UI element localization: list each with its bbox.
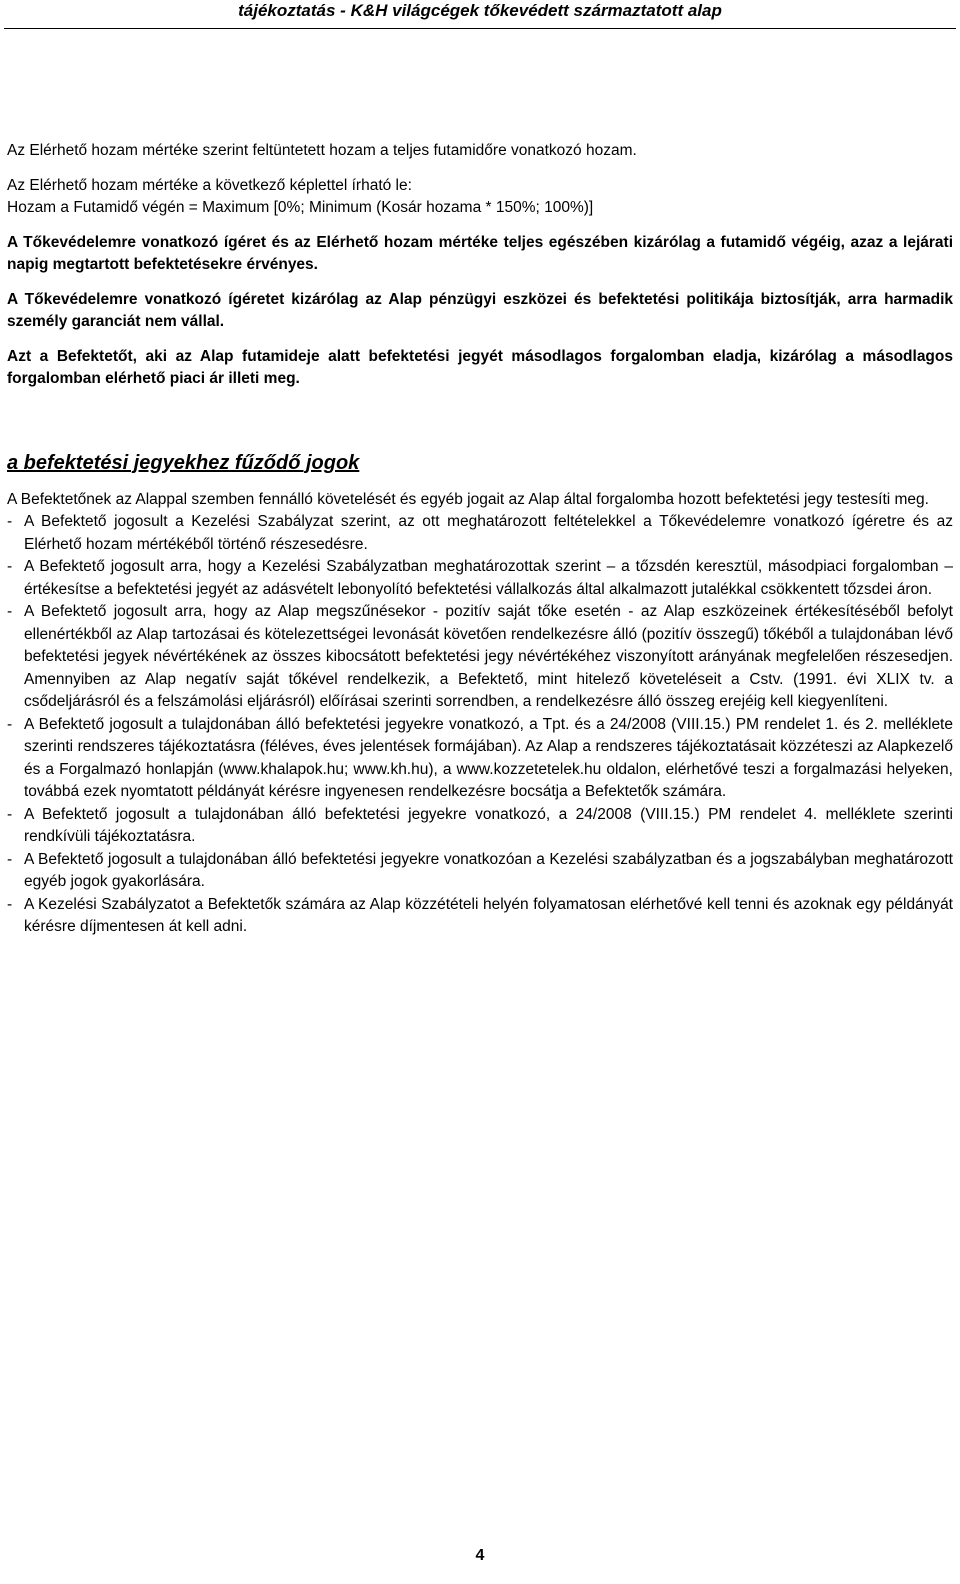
bold-paragraph: Azt a Befektetőt, aki az Alap futamideje alatt befektetési jegyét másodlagos forgalomban eladja, kizárólag a másodlagos forgalomban elérhető piaci ár illeti meg.	[7, 347, 953, 387]
list-dash: -	[7, 603, 13, 620]
document-body	[7, 140, 953, 939]
page-number: 4	[475, 1547, 485, 1564]
list-item-text: A Befektető jogosult a tulajdonában álló befektetési jegyekre vonatkozó, a Tpt. és a 24/2008 (VIII.15.) PM rendelet 1. és 2. melléklete szerinti rendszeres tájékoztatásra (féléves, éves jelentések formájában). Az Alap a rendszeres tájékoztatásait közzéteszi az Alapkezelő és a Forgalmazó honlapján (www.khalapok.hu; www.kh.hu), a www.kozzetetelek.hu oldalon, elérhetővé teszi a forgalmazási helyeken, továbbá ezek nyomtatott példányát kérésre ingyenesen rendelkezésre bocsátja a Befektetők számára.	[24, 715, 953, 800]
formula-intro: Az Elérhető hozam mértéke a következő képlettel írható le:	[7, 176, 412, 194]
list-dash: -	[7, 895, 13, 913]
section-title: a befektetési jegyekhez fűződő jogok	[7, 451, 360, 474]
list-item-text: A Befektető jogosult arra, hogy az Alap megszűnésekor - pozitív saját tőke esetén - az Alap eszközeinek értékesítéséből befolyt ellenértékből az Alap tartozásai és kötelezettségei levonását követően rendelkezésre álló (pozitív összegű) tőkéből a tulajdonában lévő befektetési jegyek névértékének az összes kibocsátott befektetési jegy névértékéhez viszonyított arányának megfelelően részesedjen. Amennyiben az Alap negatív saját tőkével rendelkezik, a Befektető, mint hitelező követeléseit a Cstv. (1991. évi XLIX tv. a csődeljárásról és a felszámolási eljárásról) előírásai szerinti sorrendben, a rendelkezésre álló összeg erejéig kell kiegyenlíteni.	[24, 603, 953, 710]
list-item	[7, 601, 953, 714]
intro-line: Az Elérhető hozam mértéke szerint feltüntetett hozam a teljes futamidőre vonatkozó hozam.	[7, 142, 637, 159]
list-item-text: A Befektető jogosult a tulajdonában álló befektetési jegyekre vonatkozó, a 24/2008 (VIII.15.) PM rendelet 4. melléklete szerinti rendkívüli tájékoztatásra.	[24, 805, 953, 845]
bold-paragraph: A Tőkevédelemre vonatkozó ígéretet kizárólag az Alap pénzügyi eszközei és befektetési politikája biztosítják, arra harmadik személy garanciát nem vállal.	[7, 290, 953, 330]
list-item-text: A Befektető jogosult a tulajdonában álló befektetési jegyekre vonatkozóan a Kezelési szabályzatban és a jogszabályban meghatározott egyéb jogok gyakorlására.	[24, 850, 953, 890]
list-dash: -	[7, 805, 13, 823]
list-item	[7, 804, 953, 849]
section-intro: A Befektetőnek az Alappal szemben fennálló követelését és egyéb jogait az Alap által forgalomba hozott befektetési jegy testesíti meg.	[7, 490, 929, 508]
list-dash: -	[7, 715, 13, 733]
list-item	[7, 714, 953, 804]
list-item	[7, 556, 953, 601]
list-item	[7, 849, 953, 894]
bold-paragraph: A Tőkevédelemre vonatkozó ígéret és az Elérhető hozam mértéke teljes egészében kizárólag a futamidő végéig, azaz a lejárati napig megtartott befektetésekre érvényes.	[7, 233, 953, 273]
list-item-text: A Befektető jogosult arra, hogy a Kezelési Szabályzatban meghatározottak szerint – a tőzsdén keresztül, másodpiaci forgalomban – értékesítse a befektetési jegyét az adásvételt lebonyolító befektetési vállalkozás által alkalmazott jutalékkal csökkentett tőzsdei áron.	[24, 558, 953, 598]
list-item	[7, 511, 953, 556]
list-item-text: A Kezelési Szabályzatot a Befektetők számára az Alap közzétételi helyén folyamatosan elérhetővé kell tenni és azoknak egy példányát kérésre díjmentesen át kell adni.	[24, 895, 953, 935]
header-divider	[4, 28, 956, 29]
list-item-text: A Befektető jogosult a Kezelési Szabályzat szerint, az ott meghatározott feltételekkel a Tőkevédelemre vonatkozó ígéretre és az Elérhető hozam mértékéből történő részesedésre.	[24, 513, 953, 553]
page-header: tájékoztatás - K&H világcégek tőkevédett származtatott alap	[238, 1, 722, 20]
list-dash: -	[7, 513, 13, 530]
formula: Hozam a Futamidő végén = Maximum [0%; Minimum (Kosár hozama * 150%; 100%)]	[7, 199, 594, 216]
list-dash: -	[7, 850, 13, 868]
list-dash: -	[7, 558, 13, 575]
list-item	[7, 894, 953, 939]
rights-list	[7, 511, 953, 939]
